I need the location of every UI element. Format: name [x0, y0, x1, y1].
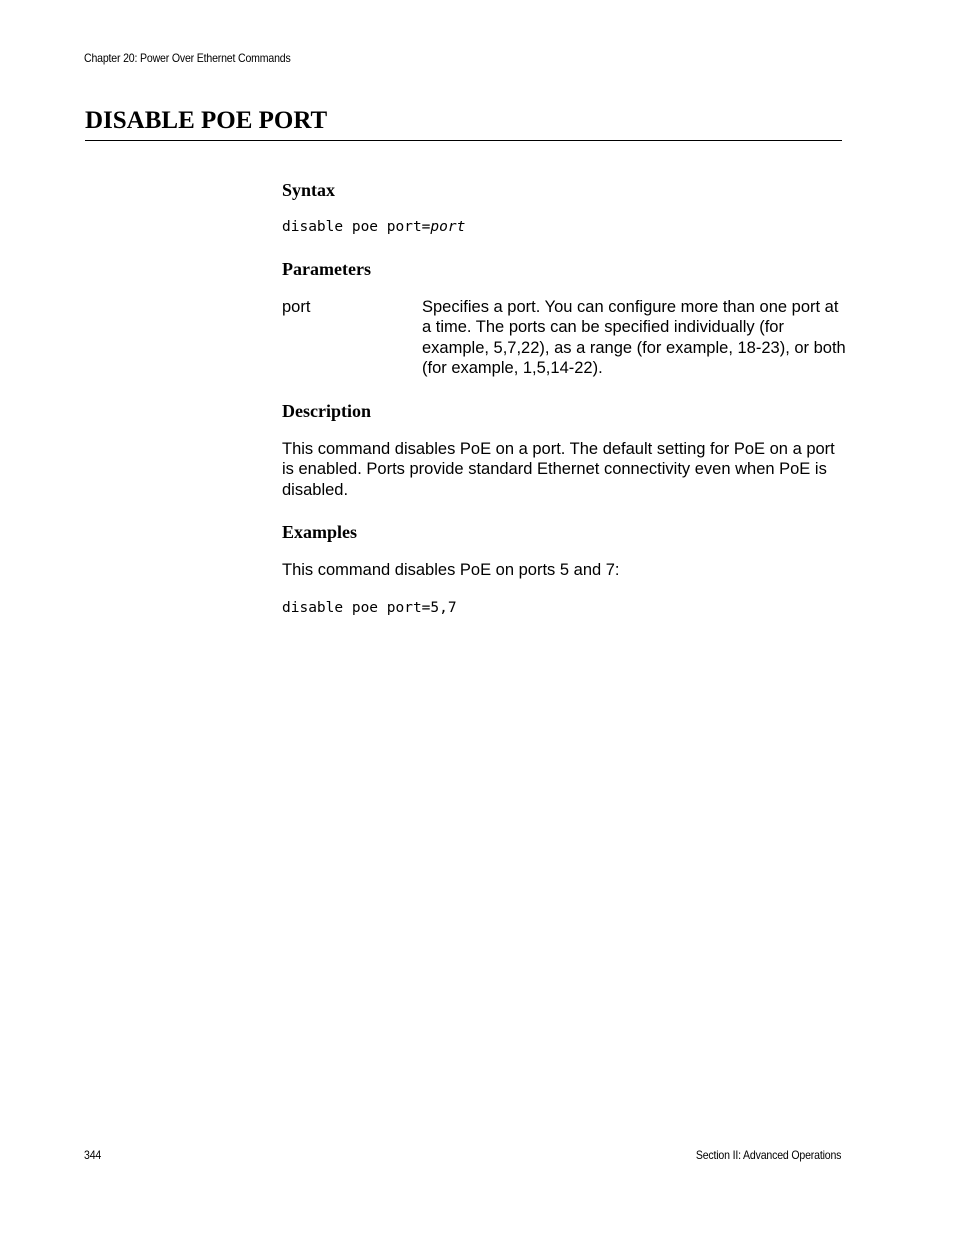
running-header: Chapter 20: Power Over Ethernet Commands [84, 51, 291, 65]
title-rule [85, 140, 842, 141]
page-title: DISABLE POE PORT [85, 107, 328, 134]
syntax-heading: Syntax [282, 180, 336, 200]
page-number: 344 [84, 1148, 102, 1162]
parameters-heading: Parameters [282, 259, 371, 279]
description-heading: Description [282, 401, 371, 421]
description-text: This command disables PoE on a port. The default setting for PoE on a port is enabled. Ports provide standard Ethernet connectivity even when PoE is disabled. [282, 440, 835, 499]
footer-section-name: Section II: Advanced Operations [695, 1148, 841, 1162]
syntax-command-prefix: disable poe port= [282, 219, 431, 235]
syntax-command-arg: port [430, 219, 466, 235]
parameter-description-port: Specifies a port. You can configure more than one port at a time. The ports can be specified individually (for example, 5,7,22), as a range (for example, 18-23), or both (for example, 1,5,14-22). [422, 298, 846, 377]
examples-intro: This command disables PoE on ports 5 and 7: [282, 561, 620, 579]
syntax-command [282, 218, 465, 236]
examples-command: disable poe port=5,7 [282, 600, 457, 616]
examples-heading: Examples [282, 522, 358, 542]
parameter-name-port: port [282, 298, 311, 316]
